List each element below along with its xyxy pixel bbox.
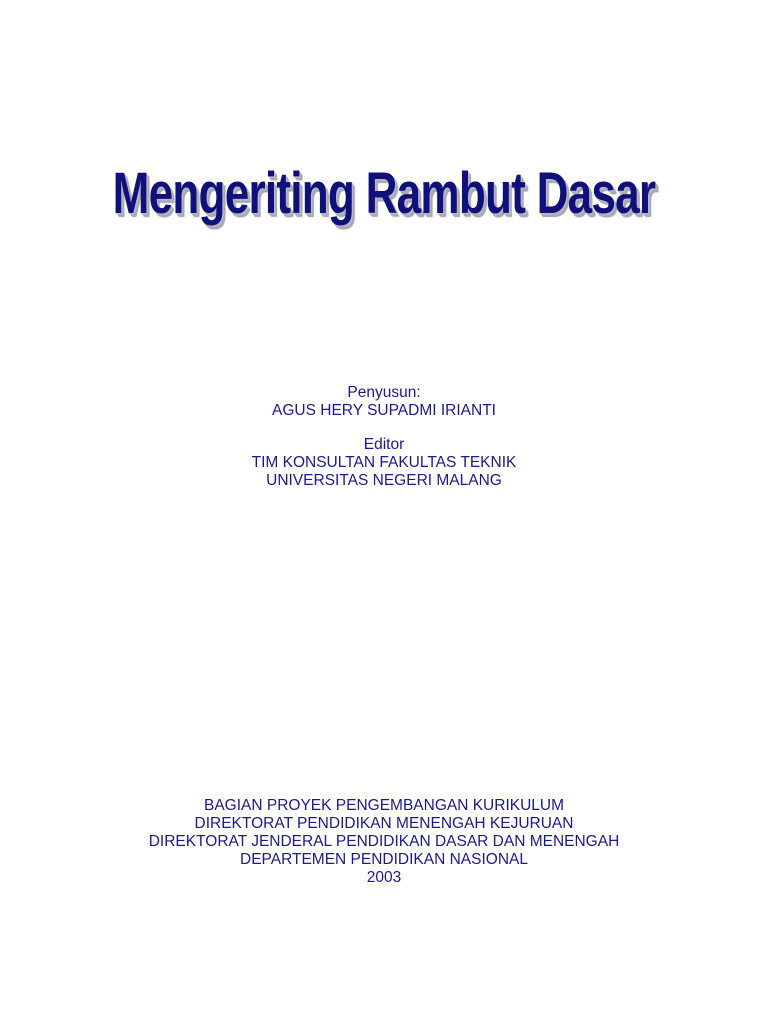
credits-block xyxy=(0,384,768,490)
author-label: Penyusun: xyxy=(347,384,421,401)
publisher-line-4: DEPARTEMEN PENDIDIKAN NASIONAL xyxy=(240,851,528,868)
editor-line-2: UNIVERSITAS NEGERI MALANG xyxy=(266,472,502,489)
publication-year: 2003 xyxy=(366,869,402,886)
document-title: Mengeriting Rambut Dasar xyxy=(112,161,656,226)
spacer xyxy=(0,420,768,436)
author-name: AGUS HERY SUPADMI IRIANTI xyxy=(272,402,496,419)
publisher-block xyxy=(0,797,768,887)
editor-line-1: TIM KONSULTAN FAKULTAS TEKNIK xyxy=(251,454,517,471)
publisher-line-2: DIREKTORAT PENDIDIKAN MENENGAH KEJURUAN xyxy=(194,815,574,832)
editor-label: Editor xyxy=(363,436,405,453)
publisher-line-1: BAGIAN PROYEK PENGEMBANGAN KURIKULUM xyxy=(203,797,565,814)
publisher-line-3: DIREKTORAT JENDERAL PENDIDIKAN DASAR DAN MENENGAH xyxy=(148,833,620,850)
